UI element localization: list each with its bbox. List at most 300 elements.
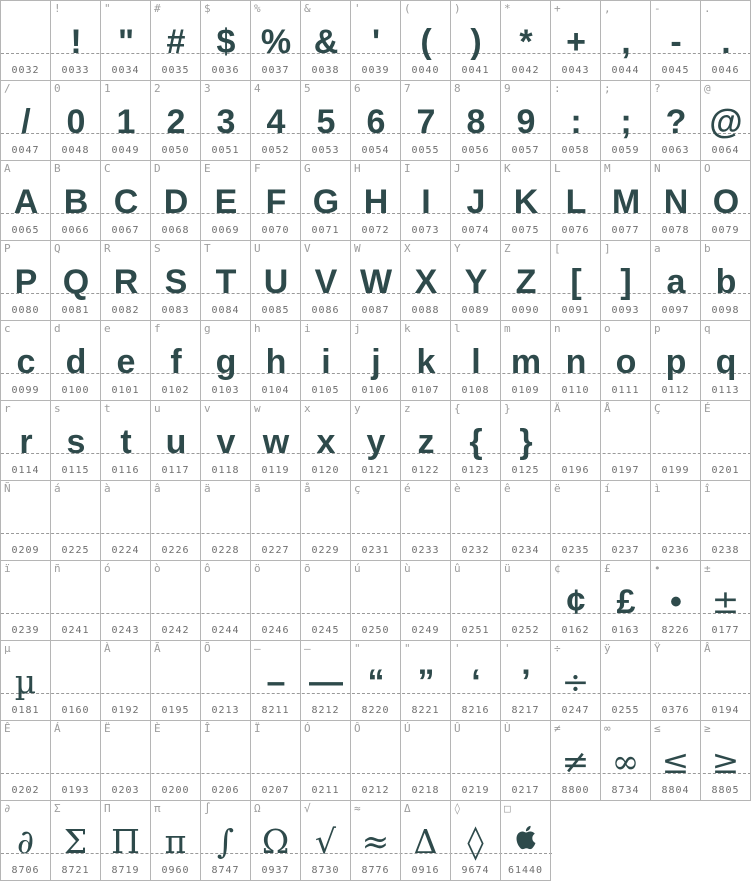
- glyph-label: ?: [654, 82, 661, 95]
- glyph-cell[interactable]: [301, 801, 351, 881]
- glyph-label: ": [354, 642, 361, 655]
- glyph-cell[interactable]: [701, 401, 751, 480]
- glyph-preview: n: [565, 343, 586, 381]
- glyph-preview: z: [417, 423, 434, 461]
- glyph-cell[interactable]: [151, 161, 201, 240]
- glyph-cell[interactable]: [651, 241, 701, 320]
- glyph-cell[interactable]: [51, 801, 101, 881]
- glyph-cell[interactable]: [301, 241, 351, 320]
- glyph-code: 0100: [61, 385, 90, 396]
- glyph-cell[interactable]: [151, 1, 201, 80]
- glyph-preview: ≠: [561, 742, 590, 781]
- glyph-cell[interactable]: [251, 401, 301, 480]
- glyph-cell[interactable]: [151, 401, 201, 480]
- glyph-cell[interactable]: [251, 481, 301, 560]
- glyph-code: 0202: [11, 785, 40, 796]
- glyph-preview: Q: [62, 263, 89, 301]
- glyph-cell[interactable]: [251, 1, 301, 80]
- glyph-label: ú: [354, 562, 361, 575]
- glyph-cell[interactable]: [501, 161, 551, 240]
- glyph-label: µ: [4, 642, 11, 655]
- glyph-cell[interactable]: [551, 641, 601, 720]
- glyph-cell[interactable]: [651, 401, 701, 480]
- glyph-cell[interactable]: [501, 321, 551, 400]
- glyph-cell[interactable]: [701, 561, 751, 640]
- glyph-code: 8706: [11, 865, 40, 876]
- glyph-preview: ’: [521, 663, 530, 701]
- glyph-label: %: [254, 2, 261, 15]
- glyph-cell[interactable]: [151, 321, 201, 400]
- glyph-cell[interactable]: [401, 801, 451, 881]
- glyph-label: E: [204, 162, 211, 175]
- glyph-label: A: [4, 162, 11, 175]
- glyph-preview: H: [363, 183, 388, 221]
- glyph-cell[interactable]: [601, 241, 651, 320]
- glyph-preview: 5: [316, 103, 335, 141]
- glyph-cell[interactable]: [401, 721, 451, 800]
- glyph-cell[interactable]: [401, 401, 451, 480]
- glyph-label: d: [54, 322, 61, 335]
- glyph-cell[interactable]: [501, 1, 551, 80]
- glyph-cell[interactable]: [551, 481, 601, 560]
- glyph-code: 8212: [311, 705, 340, 716]
- glyph-cell[interactable]: [151, 241, 201, 320]
- glyph-cell[interactable]: [101, 801, 151, 881]
- glyph-cell[interactable]: [651, 1, 701, 80]
- glyph-cell[interactable]: [651, 81, 701, 160]
- glyph-code: 0160: [61, 705, 90, 716]
- glyph-cell[interactable]: [101, 561, 151, 640]
- glyph-cell[interactable]: [551, 1, 601, 80]
- glyph-cell[interactable]: [551, 401, 601, 480]
- glyph-code: 8220: [361, 705, 390, 716]
- glyph-cell[interactable]: [701, 161, 751, 240]
- glyph-preview: Y: [464, 263, 487, 301]
- glyph-cell[interactable]: [401, 1, 451, 80]
- glyph-preview: Σ: [63, 822, 88, 861]
- glyph-label: b: [704, 242, 711, 255]
- glyph-label: h: [254, 322, 261, 335]
- glyph-code: 0163: [611, 625, 640, 636]
- glyph-cell[interactable]: [101, 161, 151, 240]
- glyph-code: 0227: [261, 545, 290, 556]
- glyph-cell[interactable]: [551, 561, 601, 640]
- glyph-cell[interactable]: [51, 721, 101, 800]
- glyph-code: 0255: [611, 705, 640, 716]
- glyph-code: 0199: [661, 465, 690, 476]
- glyph-label: +: [554, 2, 561, 15]
- glyph-cell[interactable]: [701, 481, 751, 560]
- glyph-preview: c: [16, 343, 35, 381]
- glyph-cell[interactable]: [451, 241, 501, 320]
- glyph-cell[interactable]: [1, 161, 51, 240]
- glyph-preview: –: [266, 663, 285, 701]
- glyph-cell[interactable]: [51, 81, 101, 160]
- glyph-cell[interactable]: [301, 721, 351, 800]
- glyph-cell[interactable]: [301, 401, 351, 480]
- glyph-preview: R: [113, 263, 138, 301]
- glyph-cell[interactable]: [351, 161, 401, 240]
- glyph-cell[interactable]: [601, 1, 651, 80]
- glyph-cell[interactable]: [701, 241, 751, 320]
- glyph-code: 61440: [507, 865, 544, 876]
- glyph-cell[interactable]: [351, 241, 401, 320]
- glyph-cell[interactable]: [501, 721, 551, 800]
- glyph-cell[interactable]: [501, 641, 551, 720]
- glyph-cell[interactable]: [601, 401, 651, 480]
- glyph-code: 0197: [611, 465, 640, 476]
- glyph-preview: 1: [116, 103, 135, 141]
- glyph-code: 0238: [711, 545, 740, 556]
- glyph-code: 0066: [61, 225, 90, 236]
- glyph-cell[interactable]: [301, 561, 351, 640]
- glyph-cell[interactable]: [551, 721, 601, 800]
- glyph-cell[interactable]: [601, 641, 651, 720]
- glyph-cell[interactable]: [651, 481, 701, 560]
- glyph-cell[interactable]: [601, 81, 651, 160]
- glyph-cell[interactable]: [1, 1, 51, 80]
- glyph-label: F: [254, 162, 261, 175]
- glyph-label: M: [604, 162, 611, 175]
- glyph-label: Õ: [204, 642, 211, 655]
- glyph-label: K: [504, 162, 511, 175]
- glyph-cell[interactable]: [101, 721, 151, 800]
- glyph-code: 0034: [111, 65, 140, 76]
- glyph-label: è: [454, 482, 461, 495]
- glyph-code: 0228: [211, 545, 240, 556]
- glyph-preview: ,: [621, 23, 630, 61]
- glyph-cell[interactable]: [1, 321, 51, 400]
- glyph-cell[interactable]: [501, 801, 551, 881]
- glyph-cell[interactable]: [651, 561, 701, 640]
- glyph-code: 0082: [111, 305, 140, 316]
- glyph-cell[interactable]: [51, 641, 101, 720]
- glyph-cell[interactable]: [551, 81, 601, 160]
- glyph-cell[interactable]: [351, 1, 401, 80]
- glyph-preview: F: [265, 183, 286, 221]
- glyph-code: 0065: [11, 225, 40, 236]
- glyph-label: Ô: [354, 722, 361, 735]
- glyph-cell[interactable]: [651, 321, 701, 400]
- glyph-label: .: [704, 2, 711, 15]
- glyph-label: á: [54, 482, 61, 495]
- glyph-cell[interactable]: [651, 721, 701, 800]
- glyph-cell[interactable]: [451, 1, 501, 80]
- glyph-preview: -: [670, 23, 681, 61]
- glyph-cell[interactable]: [451, 481, 501, 560]
- glyph-cell[interactable]: [51, 241, 101, 320]
- glyph-cell[interactable]: [301, 321, 351, 400]
- glyph-cell[interactable]: [1, 241, 51, 320]
- glyph-cell[interactable]: [201, 561, 251, 640]
- glyph-cell[interactable]: [501, 561, 551, 640]
- glyph-label: /: [4, 82, 11, 95]
- glyph-cell[interactable]: [51, 481, 101, 560]
- glyph-label: O: [704, 162, 711, 175]
- glyph-code: 9674: [461, 865, 490, 876]
- glyph-code: 0064: [711, 145, 740, 156]
- glyph-preview: S: [164, 263, 187, 301]
- glyph-cell[interactable]: [451, 161, 501, 240]
- glyph-cell[interactable]: [701, 81, 751, 160]
- glyph-label: @: [704, 82, 711, 95]
- glyph-label: (: [404, 2, 411, 15]
- glyph-cell[interactable]: [601, 321, 651, 400]
- glyph-cell[interactable]: [701, 721, 751, 800]
- glyph-preview: %: [260, 23, 291, 61]
- glyph-label: S: [154, 242, 161, 255]
- glyph-cell[interactable]: [401, 641, 451, 720]
- glyph-code: 0232: [461, 545, 490, 556]
- glyph-cell[interactable]: [201, 1, 251, 80]
- glyph-cell[interactable]: [501, 481, 551, 560]
- glyph-label: a: [654, 242, 661, 255]
- glyph-preview: g: [215, 343, 236, 381]
- glyph-cell[interactable]: [401, 241, 451, 320]
- glyph-cell[interactable]: [151, 641, 201, 720]
- glyph-cell[interactable]: [1, 641, 51, 720]
- glyph-cell[interactable]: [201, 81, 251, 160]
- glyph-label: ÷: [554, 642, 561, 655]
- glyph-cell[interactable]: [251, 641, 301, 720]
- glyph-cell[interactable]: [1, 81, 51, 160]
- glyph-code: 0107: [411, 385, 440, 396]
- glyph-cell[interactable]: [201, 401, 251, 480]
- glyph-cell[interactable]: [151, 81, 201, 160]
- glyph-cell[interactable]: [351, 401, 401, 480]
- glyph-label: ": [104, 2, 111, 15]
- glyph-cell[interactable]: [451, 641, 501, 720]
- glyph-cell[interactable]: [451, 81, 501, 160]
- glyph-label: –: [254, 642, 261, 655]
- glyph-cell[interactable]: [251, 161, 301, 240]
- glyph-cell[interactable]: [351, 561, 401, 640]
- glyph-cell[interactable]: [351, 721, 401, 800]
- glyph-cell[interactable]: [501, 401, 551, 480]
- glyph-code: 0112: [661, 385, 690, 396]
- glyph-cell[interactable]: [351, 321, 401, 400]
- glyph-code: 0226: [161, 545, 190, 556]
- glyph-cell[interactable]: [251, 321, 301, 400]
- glyph-cell[interactable]: [201, 241, 251, 320]
- glyph-preview: o: [615, 343, 636, 381]
- glyph-label: ;: [604, 82, 611, 95]
- glyph-cell[interactable]: [301, 641, 351, 720]
- glyph-code: 0075: [511, 225, 540, 236]
- glyph-cell[interactable]: [701, 1, 751, 80]
- glyph-code: 8776: [361, 865, 390, 876]
- glyph-label: Q: [54, 242, 61, 255]
- glyph-code: 0109: [511, 385, 540, 396]
- glyph-label: u: [154, 402, 161, 415]
- glyph-cell[interactable]: [551, 241, 601, 320]
- glyph-code: 0195: [161, 705, 190, 716]
- glyph-preview: ±: [711, 582, 740, 621]
- glyph-cell[interactable]: [151, 801, 201, 881]
- glyph-label: v: [204, 402, 211, 415]
- glyph-label: q: [704, 322, 711, 335]
- glyph-code: 0116: [111, 465, 140, 476]
- glyph-label: c: [4, 322, 11, 335]
- glyph-cell[interactable]: [251, 81, 301, 160]
- glyph-preview: r: [19, 423, 32, 461]
- glyph-code: 0058: [561, 145, 590, 156]
- glyph-label: 9: [504, 82, 511, 95]
- glyph-cell[interactable]: [401, 561, 451, 640]
- glyph-cell[interactable]: [101, 481, 151, 560]
- glyph-code: 0122: [411, 465, 440, 476]
- glyph-label: !: [54, 2, 61, 15]
- glyph-code: 8226: [661, 625, 690, 636]
- glyph-preview: t: [120, 423, 131, 461]
- glyph-cell[interactable]: [701, 321, 751, 400]
- glyph-label: C: [104, 162, 111, 175]
- glyph-cell[interactable]: [201, 481, 251, 560]
- glyph-cell[interactable]: [101, 1, 151, 80]
- glyph-preview: E: [214, 183, 237, 221]
- glyph-code: 0121: [361, 465, 390, 476]
- glyph-cell[interactable]: [251, 241, 301, 320]
- glyph-cell[interactable]: [651, 161, 701, 240]
- glyph-preview: W: [359, 263, 392, 301]
- glyph-preview: ‘: [471, 663, 480, 701]
- glyph-cell[interactable]: [601, 161, 651, 240]
- glyph-cell[interactable]: [451, 321, 501, 400]
- glyph-cell[interactable]: [1, 801, 51, 881]
- glyph-label: w: [254, 402, 261, 415]
- glyph-label: √: [304, 802, 311, 815]
- glyph-cell[interactable]: [151, 481, 201, 560]
- glyph-cell[interactable]: [351, 481, 401, 560]
- glyph-cell[interactable]: [151, 561, 201, 640]
- glyph-code: 0097: [661, 305, 690, 316]
- glyph-cell[interactable]: [201, 641, 251, 720]
- glyph-code: 0046: [711, 65, 740, 76]
- glyph-label: e: [104, 322, 111, 335]
- glyph-code: 0040: [411, 65, 440, 76]
- glyph-label: Ë: [104, 722, 111, 735]
- glyph-cell[interactable]: [1, 721, 51, 800]
- glyph-cell[interactable]: [551, 321, 601, 400]
- glyph-preview: ): [470, 23, 481, 61]
- glyph-cell[interactable]: [501, 81, 551, 160]
- glyph-cell[interactable]: [301, 161, 351, 240]
- glyph-label: ¢: [554, 562, 561, 575]
- glyph-cell[interactable]: [101, 241, 151, 320]
- glyph-preview: ]: [620, 263, 631, 301]
- glyph-cell[interactable]: [101, 81, 151, 160]
- glyph-cell[interactable]: [201, 321, 251, 400]
- glyph-cell[interactable]: [151, 721, 201, 800]
- glyph-preview: “: [367, 663, 384, 701]
- glyph-cell[interactable]: [351, 641, 401, 720]
- glyph-cell[interactable]: [301, 81, 351, 160]
- glyph-code: 0224: [111, 545, 140, 556]
- glyph-preview: ∫: [216, 822, 235, 861]
- glyph-code: 0118: [211, 465, 240, 476]
- glyph-cell[interactable]: [601, 481, 651, 560]
- glyph-cell[interactable]: [51, 161, 101, 240]
- glyph-label: X: [404, 242, 411, 255]
- glyph-cell[interactable]: [451, 561, 501, 640]
- glyph-preview: √: [314, 822, 337, 861]
- glyph-cell[interactable]: [1, 561, 51, 640]
- glyph-cell[interactable]: [251, 721, 301, 800]
- glyph-cell[interactable]: [101, 321, 151, 400]
- glyph-cell[interactable]: [201, 801, 251, 881]
- glyph-code: 0069: [211, 225, 240, 236]
- glyph-label: 4: [254, 82, 261, 95]
- glyph-cell[interactable]: [51, 401, 101, 480]
- glyph-preview: j: [371, 343, 380, 381]
- glyph-label: ë: [554, 482, 561, 495]
- glyph-cell[interactable]: [301, 481, 351, 560]
- glyph-code: 0201: [711, 465, 740, 476]
- glyph-cell[interactable]: [601, 721, 651, 800]
- glyph-code: 0050: [161, 145, 190, 156]
- glyph-cell[interactable]: [701, 641, 751, 720]
- glyph-cell[interactable]: [401, 81, 451, 160]
- glyph-label: ∫: [204, 802, 211, 815]
- glyph-label: J: [454, 162, 461, 175]
- glyph-cell[interactable]: [401, 321, 451, 400]
- glyph-cell[interactable]: [551, 161, 601, 240]
- glyph-cell[interactable]: [601, 561, 651, 640]
- glyph-cell[interactable]: [51, 1, 101, 80]
- glyph-code: 0072: [361, 225, 390, 236]
- glyph-preview: 0: [66, 103, 85, 141]
- glyph-cell[interactable]: [1, 481, 51, 560]
- glyph-code: 0231: [361, 545, 390, 556]
- glyph-cell[interactable]: [451, 721, 501, 800]
- glyph-cell[interactable]: [351, 801, 401, 881]
- glyph-label: [: [554, 242, 561, 255]
- glyph-cell[interactable]: [401, 161, 451, 240]
- glyph-cell[interactable]: [351, 81, 401, 160]
- glyph-code: 0079: [711, 225, 740, 236]
- glyph-preview: }: [519, 423, 532, 461]
- glyph-cell[interactable]: [451, 801, 501, 881]
- glyph-cell[interactable]: [101, 641, 151, 720]
- glyph-preview: ?: [665, 103, 686, 141]
- glyph-code: 0039: [361, 65, 390, 76]
- glyph-cell[interactable]: [651, 641, 701, 720]
- glyph-code: 0119: [261, 465, 290, 476]
- glyph-code: 8734: [611, 785, 640, 796]
- glyph-cell[interactable]: [51, 321, 101, 400]
- glyph-code: 0236: [661, 545, 690, 556]
- glyph-code: 0080: [11, 305, 40, 316]
- glyph-cell[interactable]: [201, 161, 251, 240]
- glyph-preview: x: [316, 423, 335, 461]
- glyph-cell[interactable]: [301, 1, 351, 80]
- glyph-cell[interactable]: [101, 401, 151, 480]
- glyph-code: 0245: [311, 625, 340, 636]
- glyph-cell[interactable]: [1, 401, 51, 480]
- glyph-preview: p: [665, 343, 686, 381]
- glyph-cell[interactable]: [201, 721, 251, 800]
- glyph-code: 0916: [411, 865, 440, 876]
- glyph-cell[interactable]: [501, 241, 551, 320]
- glyph-cell[interactable]: [401, 481, 451, 560]
- glyph-preview: I: [421, 183, 430, 221]
- glyph-cell[interactable]: [51, 561, 101, 640]
- glyph-code: 8804: [661, 785, 690, 796]
- glyph-cell[interactable]: [251, 561, 301, 640]
- glyph-code: 0960: [161, 865, 190, 876]
- glyph-cell[interactable]: [451, 401, 501, 480]
- glyph-cell[interactable]: [251, 801, 301, 881]
